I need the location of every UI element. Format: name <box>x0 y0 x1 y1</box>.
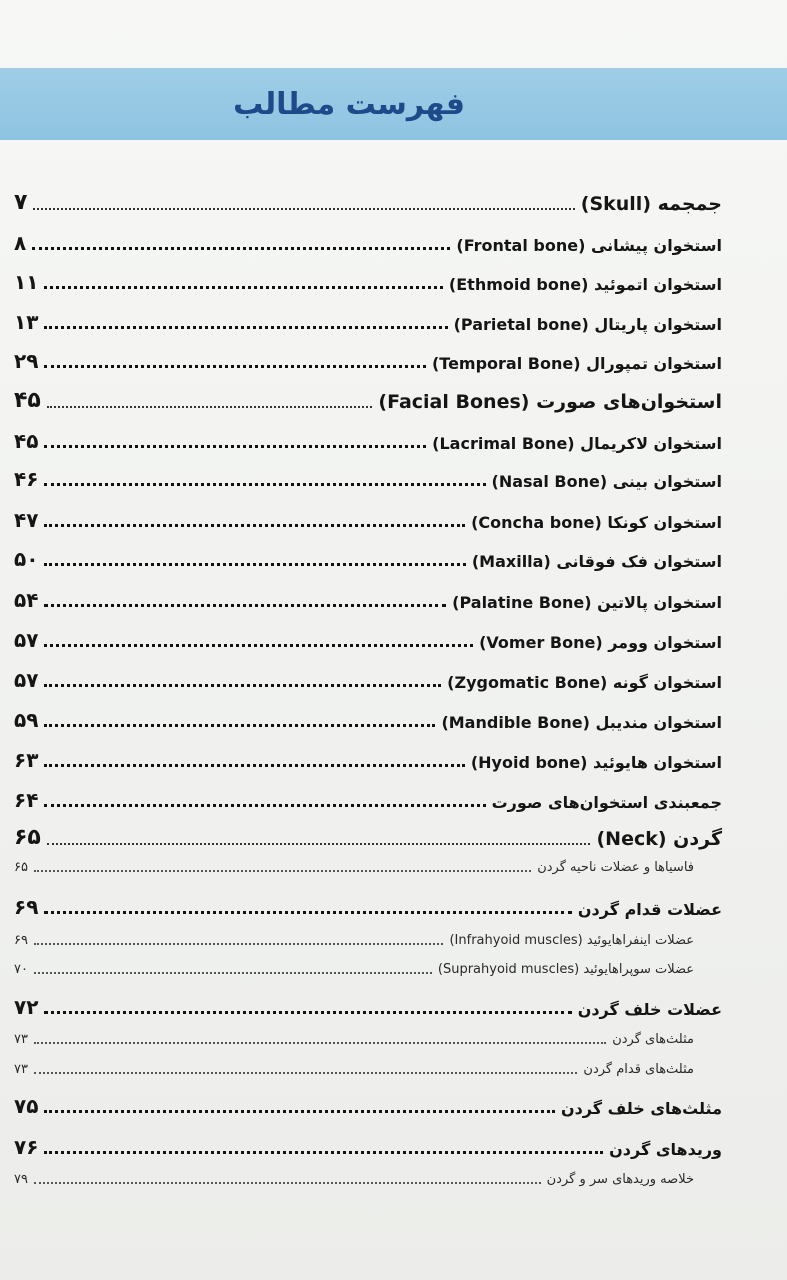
toc-entry-page: ۷۳ <box>14 1032 28 1047</box>
toc-entry-page: ۶۹ <box>14 895 39 919</box>
toc-entry-label: مثلث‌های خلف گردن <box>560 1099 722 1118</box>
toc-entry[interactable] <box>14 1062 694 1077</box>
toc-entry-label: جمعبندی استخوان‌های صورت <box>491 793 722 812</box>
dot-leader <box>44 563 465 566</box>
dot-leader <box>34 972 432 974</box>
page-title: فهرست مطالب <box>233 86 465 122</box>
dot-leader <box>34 1182 541 1184</box>
toc-entry-page: ۵۰ <box>14 547 39 571</box>
dot-leader <box>47 843 591 845</box>
toc-entry[interactable] <box>14 962 694 977</box>
toc-entry-label: استخوان گونه (Zygomatic Bone) <box>447 673 722 692</box>
dot-leader <box>44 1151 603 1154</box>
toc-entry-label: استخوان پیشانی (Frontal bone) <box>456 236 722 255</box>
dot-leader <box>44 911 571 914</box>
toc-entry[interactable] <box>14 429 722 453</box>
dot-leader <box>33 208 574 210</box>
toc-entry[interactable] <box>14 1135 722 1159</box>
toc-entry-label: جمجمه (Skull) <box>580 193 722 215</box>
toc-entry[interactable] <box>14 708 722 732</box>
toc-entry-page: ۶۵ <box>14 825 41 850</box>
toc-entry-label: گردن (Neck) <box>596 828 722 850</box>
toc-entry-label: استخوان پالاتین (Palatine Bone) <box>452 593 722 612</box>
dot-leader <box>34 870 531 872</box>
toc-entry-label: عضلات قدام گردن <box>577 900 722 919</box>
toc-entry-page: ۷۲ <box>14 995 39 1019</box>
toc-entry-page: ۲۹ <box>14 349 39 373</box>
toc-entry[interactable] <box>14 388 722 413</box>
toc-entry[interactable] <box>14 1094 722 1118</box>
toc-entry[interactable] <box>14 860 694 875</box>
toc-entry[interactable] <box>14 668 722 692</box>
toc-entry-label: استخوان وومر (Vomer Bone) <box>479 633 722 652</box>
toc-entry-page: ۵۷ <box>14 628 39 652</box>
toc-entry-label: عضلات خلف گردن <box>577 1000 722 1019</box>
toc-entry[interactable] <box>14 1172 694 1187</box>
toc-entry[interactable] <box>14 933 694 948</box>
toc-entry[interactable] <box>14 1032 694 1047</box>
toc-entry[interactable] <box>14 270 722 294</box>
dot-leader <box>44 445 426 448</box>
toc-entry-page: ۶۵ <box>14 860 28 875</box>
toc-entry-label: فاسیاها و عضلات ناحیه گردن <box>537 860 694 875</box>
toc-entry-label: خلاصه وریدهای سر و گردن <box>546 1172 694 1187</box>
toc-entry-page: ۷ <box>14 190 28 215</box>
dot-leader <box>44 483 485 486</box>
toc-entry[interactable] <box>14 190 722 215</box>
toc-entry[interactable] <box>14 628 722 652</box>
toc-entry-label: استخوان هایوئید (Hyoid bone) <box>470 753 722 772</box>
toc-entry-page: ۸ <box>14 231 27 255</box>
toc-entry-page: ۷۵ <box>14 1094 39 1118</box>
toc-entry-label: استخوان فک فوقانی (Maxilla) <box>471 552 722 571</box>
toc-entry-label: عضلات سوپراهایوئید (Suprahyoid muscles) <box>437 962 694 977</box>
toc-entry-label: استخوان لاکریمال (Lacrimal Bone) <box>432 434 722 453</box>
toc-entry-page: ۶۳ <box>14 748 39 772</box>
toc-entry-label: وریدهای گردن <box>609 1140 722 1159</box>
toc-entry-label: استخوان پاریتال (Parietal bone) <box>453 315 722 334</box>
toc-entry-page: ۴۷ <box>14 508 39 532</box>
toc-entry[interactable] <box>14 995 722 1019</box>
dot-leader <box>34 943 444 945</box>
toc-entry[interactable] <box>14 547 722 571</box>
toc-entry-label: استخوان‌های صورت (Facial Bones) <box>378 391 722 413</box>
dot-leader <box>34 1072 577 1074</box>
toc-entry[interactable] <box>14 748 722 772</box>
toc-entry-page: ۱۱ <box>14 270 39 294</box>
toc-entry-label: استخوان تمپورال (Temporal Bone) <box>431 354 722 373</box>
toc-entry-page: ۱۳ <box>14 310 39 334</box>
dot-leader <box>44 524 465 527</box>
dot-leader <box>47 406 373 408</box>
toc-entry[interactable] <box>14 508 722 532</box>
toc-entry[interactable] <box>14 467 722 491</box>
dot-leader <box>44 804 485 807</box>
toc-entry[interactable] <box>14 895 722 919</box>
toc-entry-label: استخوان اتموئید (Ethmoid bone) <box>448 275 722 294</box>
dot-leader <box>44 684 441 687</box>
toc-entry-label: استخوان کونکا (Concha bone) <box>471 513 722 532</box>
toc-entry-page: ۷۰ <box>14 962 28 977</box>
toc-entry-page: ۴۶ <box>14 467 39 491</box>
toc-entry-page: ۴۵ <box>14 429 39 453</box>
dot-leader <box>34 1042 606 1044</box>
toc-entry-page: ۵۹ <box>14 708 39 732</box>
toc-entry-label: استخوان بینی (Nasal Bone) <box>491 472 722 491</box>
toc-entry-page: ۷۳ <box>14 1062 28 1077</box>
toc-entry-label: مثلث‌های قدام گردن <box>583 1062 694 1077</box>
toc-entry-label: استخوان مندیبل (Mandible Bone) <box>441 713 722 732</box>
dot-leader <box>44 1011 571 1014</box>
dot-leader <box>44 286 443 289</box>
toc-entry[interactable] <box>14 231 722 255</box>
toc-entry-page: ۶۹ <box>14 933 28 948</box>
dot-leader <box>44 1110 555 1113</box>
toc-entry[interactable] <box>14 588 722 612</box>
dot-leader <box>44 326 447 329</box>
dot-leader <box>44 764 464 767</box>
dot-leader <box>44 644 473 647</box>
toc-entry-page: ۵۷ <box>14 668 39 692</box>
toc-entry-page: ۷۹ <box>14 1172 28 1187</box>
dot-leader <box>32 247 450 250</box>
dot-leader <box>44 724 435 727</box>
toc-entry-page: ۴۵ <box>14 388 41 413</box>
dot-leader <box>44 365 426 368</box>
toc-entry[interactable] <box>14 310 722 334</box>
toc-entry-label: مثلث‌های گردن <box>612 1032 694 1047</box>
toc-entry[interactable] <box>14 825 722 850</box>
toc-entry[interactable] <box>14 349 722 373</box>
toc-entry-page: ۵۴ <box>14 588 39 612</box>
toc-entry-label: عضلات اینفراهایوئید (Infrahyoid muscles) <box>449 933 694 948</box>
dot-leader <box>44 604 446 607</box>
toc-entry-page: ۶۴ <box>14 788 39 812</box>
toc-entry[interactable] <box>14 788 722 812</box>
toc-entry-page: ۷۶ <box>14 1135 39 1159</box>
